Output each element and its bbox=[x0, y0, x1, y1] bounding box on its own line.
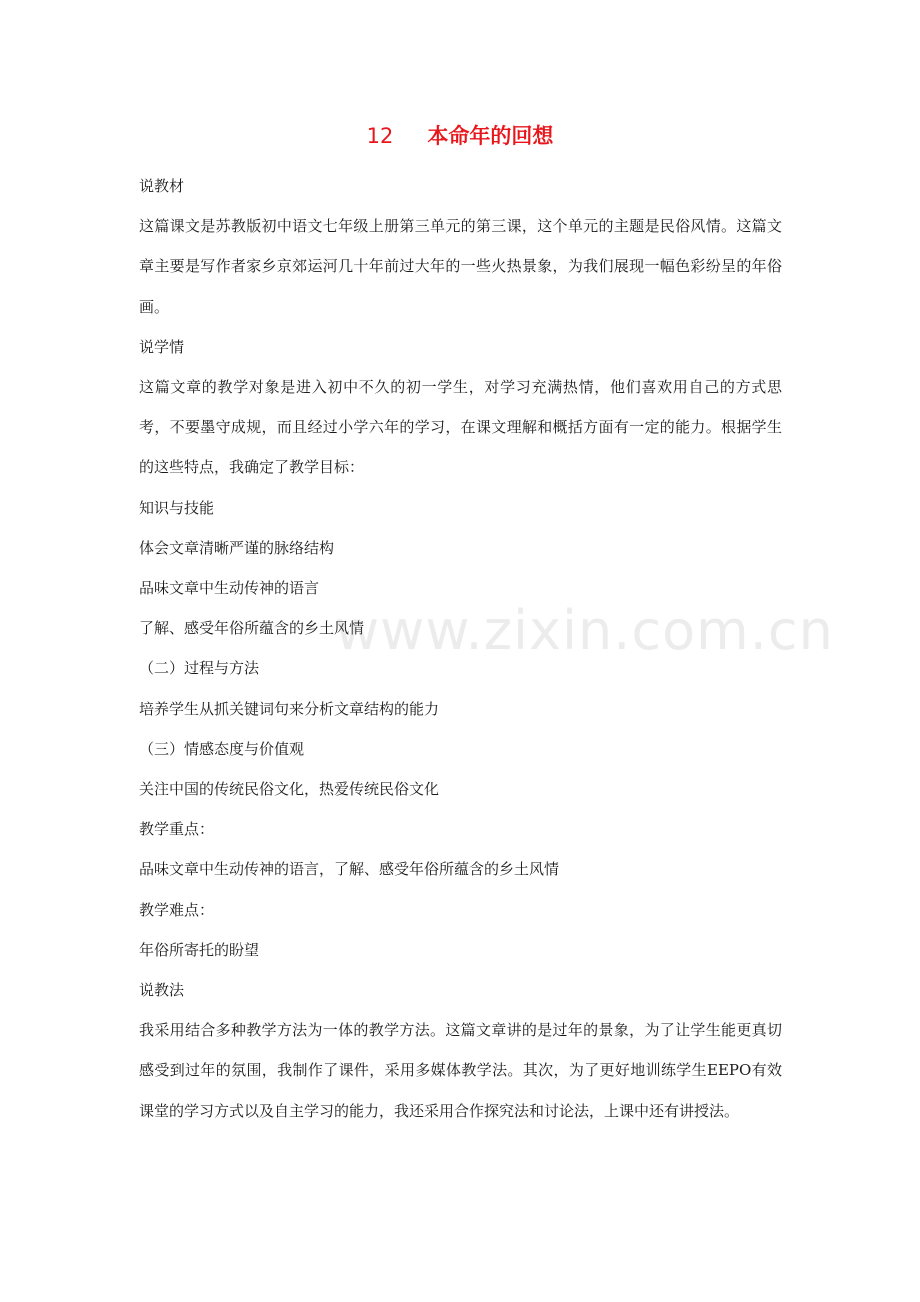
goal-item: 品味文章中生动传神的语言 bbox=[139, 579, 320, 598]
title-number: 12 bbox=[366, 124, 394, 148]
document-title bbox=[0, 121, 920, 151]
section-heading-students: 说学情 bbox=[139, 337, 185, 356]
goal-item: 关注中国的传统民俗文化，热爱传统民俗文化 bbox=[139, 780, 440, 799]
goal-heading-emotion: （三）情感态度与价值观 bbox=[139, 739, 305, 758]
section-heading-textbook: 说教材 bbox=[139, 177, 185, 195]
key-point-heading: 教学重点： bbox=[139, 820, 215, 839]
goal-heading-process: （二）过程与方法 bbox=[139, 659, 260, 678]
goal-item: 体会文章清晰严谨的脉络结构 bbox=[139, 538, 335, 557]
watermark: www.zixin.com.cn bbox=[335, 599, 834, 662]
goal-item: 了解、感受年俗所蕴含的乡土风情 bbox=[139, 619, 365, 638]
section-heading-methods: 说教法 bbox=[139, 981, 185, 1000]
goal-heading-knowledge: 知识与技能 bbox=[139, 498, 215, 517]
key-point-text: 品味文章中生动传神的语言，了解、感受年俗所蕴含的乡土风情 bbox=[139, 860, 560, 879]
goal-item: 培养学生从抓关键词句来分析文章结构的能力 bbox=[139, 699, 440, 718]
document-body bbox=[139, 166, 782, 1131]
paragraph-students: 这篇文章的教学对象是进入初中不久的初一学生，对学习充满热情，他们喜欢用自己的方式思考，不要墨守成规，而且经过小学六年的学习，在课文理解和概括方面有一定的能力。根据学生的这些特点，我确定了教学目标： bbox=[139, 378, 782, 477]
paragraph-methods: 我采用结合多种教学方法为一体的教学方法。这篇文章讲的是过年的景象，为了让学生能更真切感受到过年的氛围，我制作了课件，采用多媒体教学法。其次，为了更好地训练学生EEPO有效课堂的学习方式以及自主学习的能力，我还采用合作探究法和讨论法，上课中还有讲授法。 bbox=[139, 1021, 782, 1120]
difficulty-heading: 教学难点： bbox=[139, 900, 215, 919]
difficulty-text: 年俗所寄托的盼望 bbox=[139, 940, 260, 959]
paragraph-textbook: 这篇课文是苏教版初中语文七年级上册第三单元的第三课，这个单元的主题是民俗风情。这篇文章主要是写作者家乡京郊运河几十年前过大年的一些火热景象，为我们展现一幅色彩纷呈的年俗画。 bbox=[139, 217, 782, 316]
title-text: 本命年的回想 bbox=[427, 124, 554, 148]
